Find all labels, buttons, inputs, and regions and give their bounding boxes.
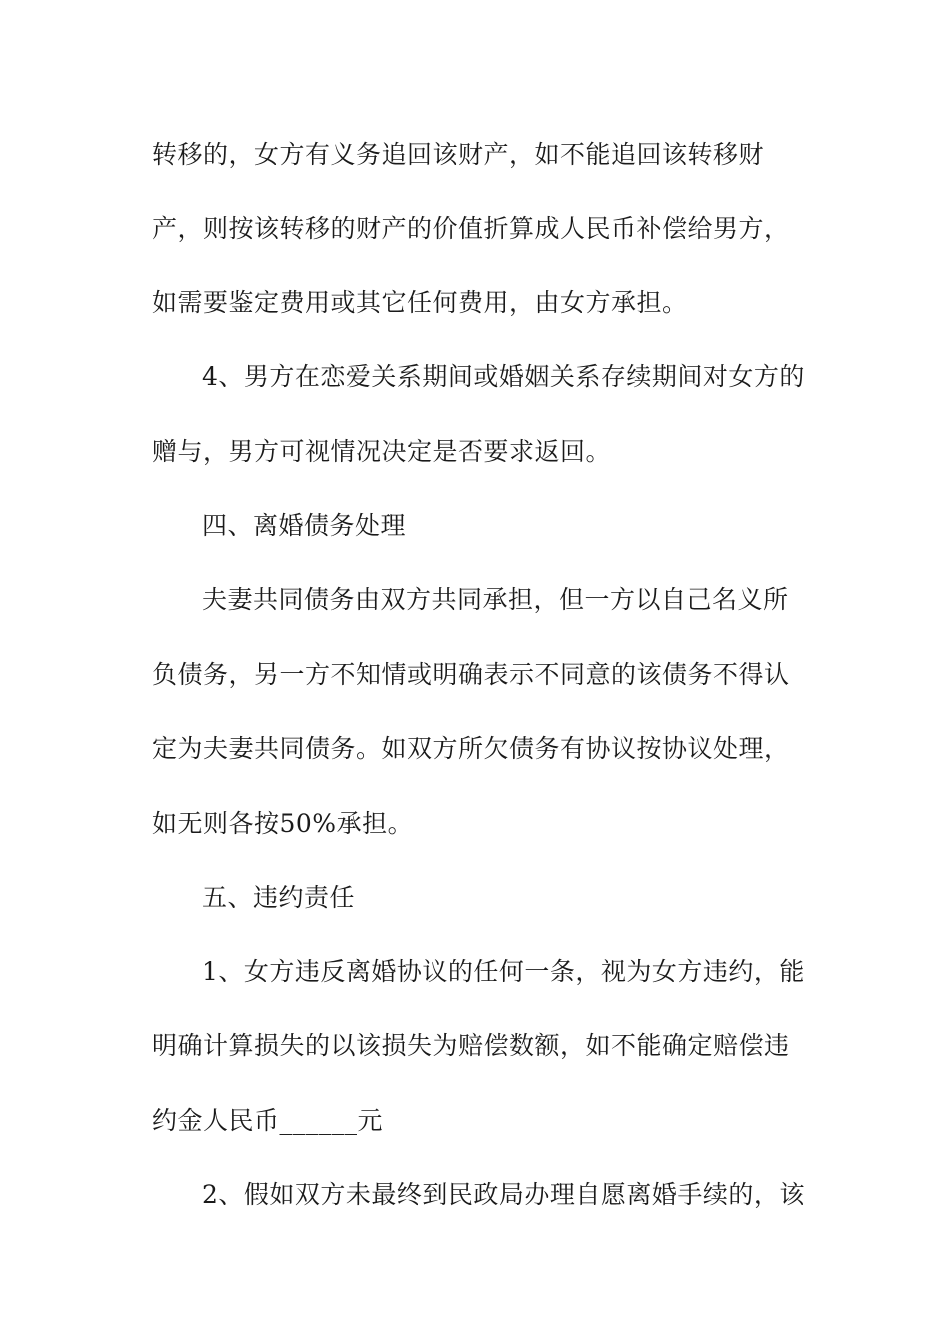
text-line: 赠与，男方可视情况决定是否要求返回。 xyxy=(152,437,612,466)
text-line: 约金人民币______元 xyxy=(152,1106,384,1135)
text-line: 1、女方违反离婚协议的任何一条，视为女方违约，能 xyxy=(202,957,805,986)
text-line: 产，则按该转移的财产的价值折算成人民币补偿给男方， xyxy=(152,214,790,243)
text-line: 明确计算损失的以该损失为赔偿数额，如不能确定赔偿违 xyxy=(152,1031,790,1060)
text-line: 4、男方在恋爱关系期间或婚姻关系存续期间对女方的 xyxy=(202,362,805,391)
text-line: 转移的，女方有义务追回该财产，如不能追回该转移财 xyxy=(152,140,765,169)
text-line: 如无则各按50%承担。 xyxy=(152,809,414,838)
text-line: 负债务，另一方不知情或明确表示不同意的该债务不得认 xyxy=(152,660,790,689)
text-line: 夫妻共同债务由双方共同承担，但一方以自己名义所 xyxy=(202,585,789,614)
text-line: 2、假如双方未最终到民政局办理自愿离婚手续的，该 xyxy=(202,1180,805,1209)
text-line: 如需要鉴定费用或其它任何费用，由女方承担。 xyxy=(152,288,688,317)
section-heading: 四、离婚债务处理 xyxy=(202,511,407,540)
section-heading: 五、违约责任 xyxy=(202,883,356,912)
text-line: 定为夫妻共同债务。如双方所欠债务有协议按协议处理， xyxy=(152,734,790,763)
